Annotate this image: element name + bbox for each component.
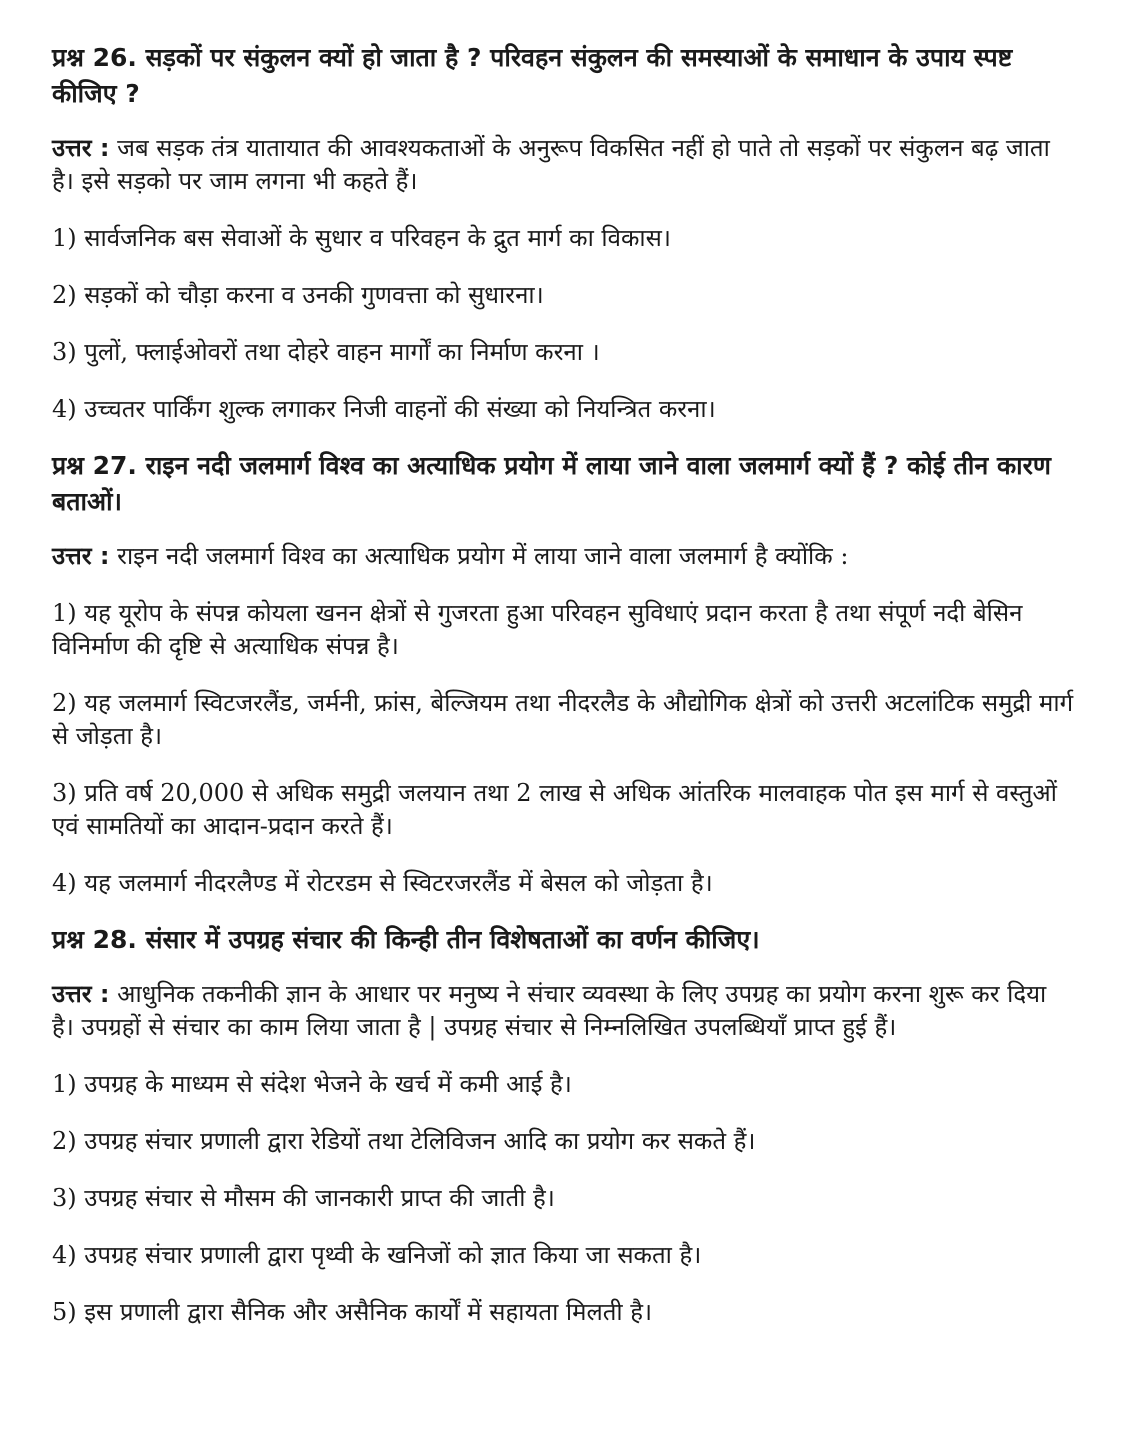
- list-item: 4) उपग्रह संचार प्रणाली द्वारा पृथ्वी के खनिजों को ज्ञात किया जा सकता है।: [52, 1241, 702, 1269]
- list-item: 1) सार्वजनिक बस सेवाओं के सुधार व परिवहन के द्रुत मार्ग का विकास।: [52, 224, 671, 252]
- list-item: 1) उपग्रह के माध्यम से संदेश भेजने के खर्च में कमी आई है।: [52, 1070, 572, 1098]
- list-item: 2) उपग्रह संचार प्रणाली द्वारा रेडियों तथा टेलिविजन आदि का प्रयोग कर सकते हैं।: [52, 1127, 756, 1155]
- answer-27-text: राइन नदी जलमार्ग विश्व का अत्याधिक प्रयोग में लाया जाने वाला जलमार्ग है क्योंकि :: [109, 542, 849, 570]
- answer-label: उत्तर :: [52, 980, 110, 1008]
- question-26-section: [52, 40, 1074, 426]
- question-27-section: [52, 448, 1074, 900]
- list-item: 4) यह जलमार्ग नीदरलैण्ड में रोटरडम से स्विटरजरलैंड में बेसल को जोड़ता है।: [52, 869, 713, 897]
- list-item: 3) प्रति वर्ष 20,000 से अधिक समुद्री जलयान तथा 2 लाख से अधिक आंतरिक मालवाहक पोत इस मार्ग से वस्तुओं एवं सामतियों का आदान-प्रदान करते हैं।: [52, 779, 1057, 840]
- answer-label: उत्तर :: [52, 542, 110, 570]
- list-item: 2) सड़कों को चौड़ा करना व उनकी गुणवत्ता को सुधारना।: [52, 281, 544, 309]
- question-26-heading: प्रश्न 26. सड़कों पर संकुलन क्यों हो जाता है ? परिवहन संकुलन की समस्याओं के समाधान के उपाय स्पष्ट कीजिए ?: [52, 43, 1013, 108]
- question-28-heading: प्रश्न 28. संसार में उपग्रह संचार की किन्ही तीन विशेषताओं का वर्णन कीजिए।: [52, 925, 760, 954]
- list-item: 5) इस प्रणाली द्वारा सैनिक और असैनिक कार्यों में सहायता मिलती है।: [52, 1298, 653, 1326]
- list-item: 1) यह यूरोप के संपन्न कोयला खनन क्षेत्रों से गुजरता हुआ परिवहन सुविधाएं प्रदान करता है तथा संपूर्ण नदी बेसिन विनिर्माण की दृष्टि से अत्याधिक संपन्न है।: [52, 599, 1023, 660]
- list-item: 4) उच्चतर पार्किंग शुल्क लगाकर निजी वाहनों की संख्या को नियन्त्रित करना।: [52, 395, 716, 423]
- list-item: 2) यह जलमार्ग स्विटजरलैंड, जर्मनी, फ्रांस, बेल्जियम तथा नीदरलैड के औद्योगिक क्षेत्रों को उत्तरी अटलांटिक समुद्री मार्ग से जोड़ता है।: [52, 689, 1074, 750]
- answer-28: [52, 978, 1074, 1044]
- answer-27: [52, 540, 1074, 573]
- list-item: 3) उपग्रह संचार से मौसम की जानकारी प्राप्त की जाती है।: [52, 1184, 555, 1212]
- answer-26-text: जब सड़क तंत्र यातायात की आवश्यकताओं के अनुरूप विकसित नहीं हो पाते तो सड़कों पर संकुलन बढ़ जाता है। इसे सड़को पर जाम लगना भी कहते हैं।: [52, 134, 1050, 195]
- answer-28-text: आधुनिक तकनीकी ज्ञान के आधार पर मनुष्य ने संचार व्यवस्था के लिए उपग्रह का प्रयोग करना शुरू कर दिया है। उपग्रहों से संचार का काम लिया जाता है | उपग्रह संचार से निम्नलिखित उपलब्धियाँ प्राप्त हुई हैं।: [52, 980, 1047, 1041]
- list-item: 3) पुलों, फ्लाईओवरों तथा दोहरे वाहन मार्गों का निर्माण करना ।: [52, 338, 600, 366]
- answer-label: उत्तर :: [52, 134, 110, 162]
- question-27-heading: प्रश्न 27. राइन नदी जलमार्ग विश्व का अत्याधिक प्रयोग में लाया जाने वाला जलमार्ग क्यों हैं ? कोई तीन कारण बताओं।: [52, 451, 1051, 516]
- answer-26: [52, 132, 1074, 198]
- question-28-section: [52, 922, 1074, 1329]
